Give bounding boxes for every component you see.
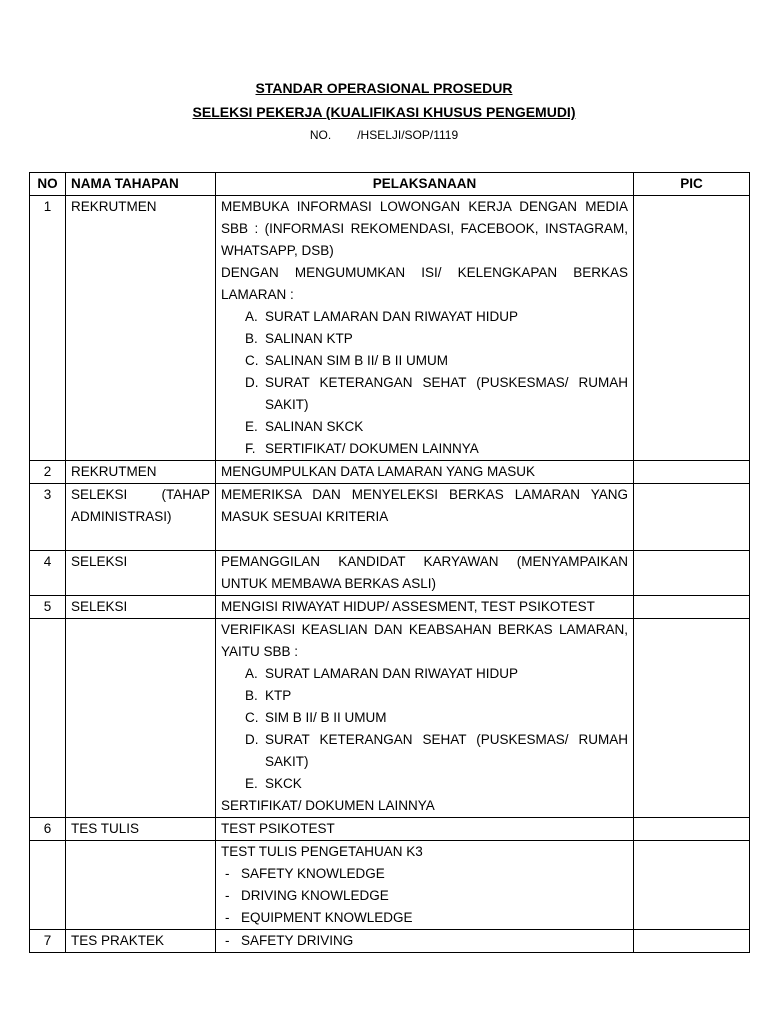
implementation-text: TEST TULIS PENGETAHUAN K3 [221, 844, 423, 859]
list-item: B. SALINAN KTP [245, 331, 353, 346]
pic-cell [634, 461, 750, 484]
stage-name: SELEKSI [66, 596, 216, 619]
row-number: 3 [30, 484, 66, 551]
implementation-text: MENGUMPULKAN DATA LAMARAN YANG MASUK [216, 461, 634, 484]
list-item: A. SURAT LAMARAN DAN RIWAYAT HIDUP [245, 666, 519, 681]
implementation-text: SERTIFIKAT/ DOKUMEN LAINNYA [221, 798, 435, 813]
implementation-text: MEMBUKA INFORMASI LOWONGAN KERJA DENGAN MEDIA SBB : (INFORMASI REKOMENDASI, FACEBOOK, INSTAGRAM, WHATSAPP, DSB) [221, 199, 628, 258]
list-item: - EQUIPMENT KNOWLEDGE [225, 910, 413, 925]
document-title: STANDAR OPERASIONAL PROSEDUR [255, 80, 513, 96]
pic-cell [634, 930, 750, 953]
pic-cell [634, 818, 750, 841]
list-item: A. SURAT LAMARAN DAN RIWAYAT HIDUP [245, 309, 519, 324]
implementation-text: TEST PSIKOTEST [216, 818, 634, 841]
table-row [30, 551, 750, 596]
implementation-text: DENGAN MENGUMUMKAN ISI/ KELENGKAPAN BERKAS LAMARAN : [221, 265, 628, 302]
stage-name: TES PRAKTEK [66, 930, 216, 953]
document-number-label: NO. [309, 128, 332, 142]
row-number: 5 [30, 596, 66, 619]
list-item: F. SERTIFIKAT/ DOKUMEN LAINNYA [245, 441, 479, 456]
knowledge-list [221, 863, 628, 929]
stage-name [66, 841, 216, 930]
sop-table [29, 172, 750, 953]
column-header-pic: PIC [634, 173, 750, 196]
table-row [30, 461, 750, 484]
list-item: - SAFETY DRIVING [225, 933, 354, 948]
implementation-cell [216, 841, 634, 930]
table-row [30, 818, 750, 841]
implementation-text: MENGISI RIWAYAT HIDUP/ ASSESMENT, TEST PSIKOTEST [216, 596, 634, 619]
stage-name: SELEKSI (TAHAP ADMINISTRASI) [66, 484, 216, 551]
pic-cell [634, 196, 750, 461]
table-row [30, 484, 750, 551]
document-list [221, 663, 628, 795]
row-number [30, 619, 66, 818]
document-number-value: /HSELJI/SOP/1119 [357, 128, 459, 142]
table-row [30, 841, 750, 930]
list-item: D. SURAT KETERANGAN SEHAT (PUSKESMAS/ RUMAH SAKIT) [245, 732, 628, 769]
table-row [30, 196, 750, 461]
row-number: 4 [30, 551, 66, 596]
stage-name: REKRUTMEN [66, 461, 216, 484]
row-number: 1 [30, 196, 66, 461]
table-row [30, 930, 750, 953]
document-list [221, 306, 628, 460]
document-number [0, 128, 768, 142]
row-number [30, 841, 66, 930]
implementation-text: MEMERIKSA DAN MENYELEKSI BERKAS LAMARAN YANG MASUK SESUAI KRITERIA [216, 484, 634, 551]
implementation-text: VERIFIKASI KEASLIAN DAN KEABSAHAN BERKAS LAMARAN, YAITU SBB : [221, 622, 628, 659]
list-item: C. SIM B II/ B II UMUM [245, 710, 387, 725]
document-subtitle: SELEKSI PEKERJA (KUALIFIKASI KHUSUS PENGEMUDI) [192, 104, 576, 120]
stage-name: SELEKSI [66, 551, 216, 596]
table-row [30, 619, 750, 818]
list-item: E. SALINAN SKCK [245, 419, 364, 434]
practice-list [221, 930, 628, 952]
list-item: - DRIVING KNOWLEDGE [225, 888, 389, 903]
list-item: C. SALINAN SIM B II/ B II UMUM [245, 353, 449, 368]
pic-cell [634, 551, 750, 596]
implementation-text: PEMANGGILAN KANDIDAT KARYAWAN (MENYAMPAIKAN UNTUK MEMBAWA BERKAS ASLI) [216, 551, 634, 596]
implementation-cell [216, 930, 634, 953]
pic-cell [634, 841, 750, 930]
column-header-stage-name: NAMA TAHAPAN [66, 173, 216, 196]
table-row [30, 596, 750, 619]
implementation-cell [216, 619, 634, 818]
row-number: 6 [30, 818, 66, 841]
pic-cell [634, 619, 750, 818]
list-item: - SAFETY KNOWLEDGE [225, 866, 385, 881]
row-number: 2 [30, 461, 66, 484]
list-item: B. KTP [245, 688, 292, 703]
column-header-no: NO [30, 173, 66, 196]
pic-cell [634, 596, 750, 619]
implementation-cell [216, 196, 634, 461]
stage-name [66, 619, 216, 818]
list-item: D. SURAT KETERANGAN SEHAT (PUSKESMAS/ RUMAH SAKIT) [245, 375, 628, 412]
column-header-implementation: PELAKSANAAN [216, 173, 634, 196]
row-number: 7 [30, 930, 66, 953]
pic-cell [634, 484, 750, 551]
stage-name: TES TULIS [66, 818, 216, 841]
table-header-row [30, 173, 750, 196]
list-item: E. SKCK [245, 776, 302, 791]
stage-name: REKRUTMEN [66, 196, 216, 461]
